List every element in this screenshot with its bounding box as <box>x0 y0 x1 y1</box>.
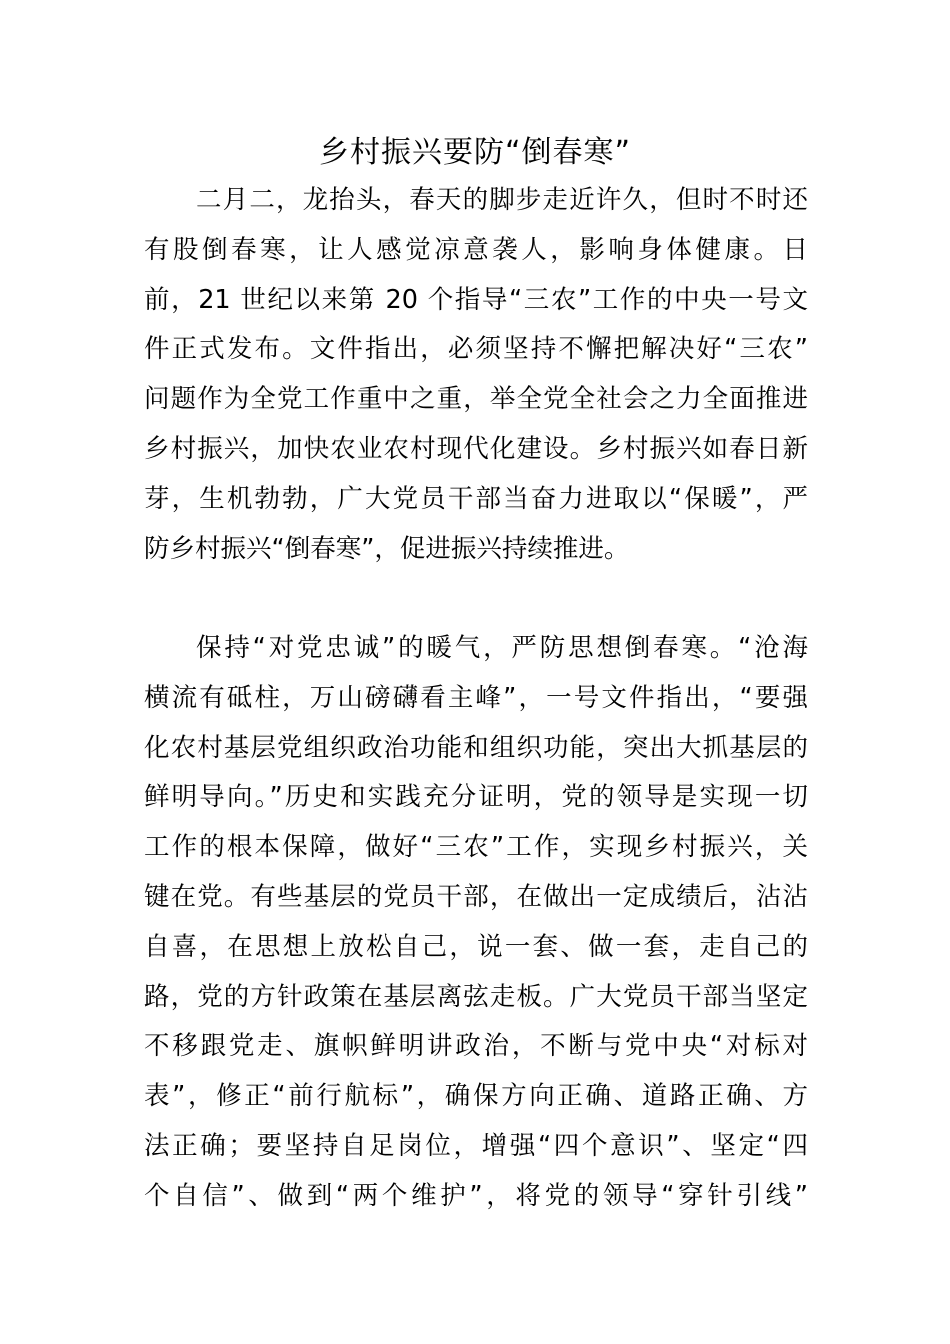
text-line: 化农村基层党组织政治功能和组织功能，突出大抓基层的 <box>144 732 808 763</box>
text-line: 有股倒春寒，让人感觉凉意袭人，影响身体健康。日 <box>144 234 808 265</box>
text-line: 个自信”、做到“两个维护”，将党的领导“穿针引线” <box>144 1180 808 1211</box>
text-line: 保持“对党忠诚”的暖气，严防思想倒春寒。“沧海 <box>196 633 808 663</box>
document-title: 乡村振兴要防“倒春寒” <box>318 135 632 170</box>
text-line: 键在党。有些基层的党员干部，在做出一定成绩后，沾沾 <box>144 881 808 912</box>
text-line: 工作的根本保障，做好“三农”工作，实现乡村振兴，关 <box>144 832 808 863</box>
text-line: 横流有砥柱，万山磅礴看主峰”，一号文件指出，“要强 <box>144 682 808 713</box>
text-line: 表”，修正“前行航标”，确保方向正确、道路正确、方 <box>144 1081 808 1112</box>
text-line: 不移跟党走、旗帜鲜明讲政治，不断与党中央“对标对 <box>144 1031 808 1062</box>
text-line: 件正式发布。文件指出，必须坚持不懈把解决好“三农” <box>144 334 808 365</box>
text-line: 鲜明导向。”历史和实践充分证明，党的领导是实现一切 <box>144 782 808 813</box>
text-line: 乡村振兴，加快农业农村现代化建设。乡村振兴如春日新 <box>144 433 808 464</box>
paragraph-2 <box>144 624 808 1222</box>
text-line: 前，21 世纪以来第 20 个指导“三农”工作的中央一号文 <box>144 284 808 315</box>
paragraph-1 <box>144 176 808 574</box>
text-line: 防乡村振兴“倒春寒”，促进振兴持续推进。 <box>144 533 630 564</box>
text-line: 芽，生机勃勃，广大党员干部当奋力进取以“保暖”，严 <box>144 483 808 514</box>
text-line: 路，党的方针政策在基层离弦走板。广大党员干部当坚定 <box>144 981 808 1012</box>
text-line: 法正确；要坚持自足岗位，增强“四个意识”、坚定“四 <box>144 1130 808 1161</box>
text-line: 问题作为全党工作重中之重，举全党全社会之力全面推进 <box>144 384 808 415</box>
text-line: 二月二，龙抬头，春天的脚步走近许久，但时不时还 <box>196 185 808 215</box>
text-line: 自喜，在思想上放松自己，说一套、做一套，走自己的 <box>144 931 808 962</box>
